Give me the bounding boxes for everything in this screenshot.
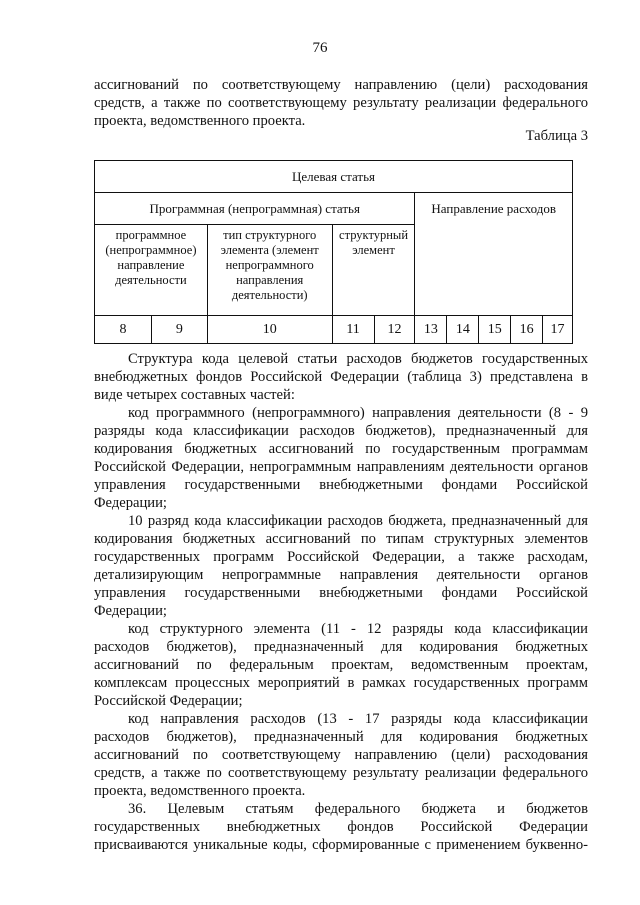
text-line: Федерации; (94, 603, 167, 619)
digit-row (95, 316, 573, 344)
col-program-direction: программное (непрограммное) направление деятельности (95, 225, 208, 316)
text-line: государственных программ Российской Федерации, а также расходам, (94, 549, 588, 565)
text-line: детализирующим непрограммные направления деятельности органов (94, 567, 588, 583)
text-line: расходов бюджетов), предназначенный для кодирования бюджетных (94, 729, 588, 745)
text-line: ассигнований по соответствующему направлению (цели) расходования (94, 747, 588, 763)
page-number: 76 (312, 40, 328, 56)
body-paragraph (94, 710, 588, 800)
digit-cell: 12 (374, 316, 415, 344)
text-line: 10 разряд кода классификации расходов бюджета, предназначенный для (128, 513, 588, 529)
text-line: ассигнований по соответствующему направлению (цели) расходования (94, 77, 588, 93)
intro-paragraph (94, 76, 588, 130)
text-line: государственных внебюджетных фондов Российской Федерации (94, 819, 588, 835)
header-target-article: Целевая статья (95, 161, 573, 193)
text-line: код направления расходов (13 - 17 разряды кода классификации (128, 711, 588, 727)
text-line: управления государственными внебюджетными фондами Российской (94, 477, 588, 493)
digit-cell: 16 (511, 316, 543, 344)
col-structural-element: структурный элемент (332, 225, 415, 316)
text-line: управления государственными внебюджетными фондами Российской (94, 585, 588, 601)
text-line: Федерации; (94, 495, 167, 511)
digit-cell: 17 (543, 316, 573, 344)
text-line: код структурного элемента (11 - 12 разряды кода классификации (128, 621, 588, 637)
digit-cell: 11 (332, 316, 374, 344)
digit-cell: 14 (447, 316, 479, 344)
digit-cell: 15 (479, 316, 511, 344)
text-line: виде четырех составных частей: (94, 387, 295, 403)
text-line: проекта, ведомственного проекта. (94, 113, 306, 129)
text-line: кодирования бюджетных ассигнований по типам структурных элементов (94, 531, 588, 547)
digit-cell: 8 (95, 316, 152, 344)
table-caption: Таблица 3 (525, 128, 588, 144)
text-line: кодирования бюджетных ассигнований по государственным программам (94, 441, 588, 457)
text-line: Российской Федерации, непрограммным направлениям деятельности органов (94, 459, 588, 475)
text-line: расходов бюджетов), предназначенный для кодирования бюджетных (94, 639, 588, 655)
text-line: проекта, ведомственного проекта. (94, 783, 306, 799)
header-program-article: Программная (непрограммная) статья (95, 193, 415, 225)
body-paragraph (94, 512, 588, 620)
digit-cell: 13 (415, 316, 447, 344)
col-structural-type: тип структурного элемента (элемент непрограммного направления деятельности) (207, 225, 332, 316)
body-paragraph (94, 350, 588, 404)
body-paragraph (94, 404, 588, 512)
body-text (94, 350, 588, 854)
text-line: комплексам процессных мероприятий в рамках государственных программ (94, 675, 588, 691)
text-line: внебюджетных фондов Российской Федерации (таблица 3) представлена в (94, 369, 588, 385)
body-paragraph (94, 800, 588, 854)
text-line: присваиваются уникальные коды, сформированные с применением буквенно- (94, 837, 588, 853)
text-line: ассигнований по федеральным проектам, ведомственным проектам, (94, 657, 588, 673)
digit-cell: 9 (151, 316, 207, 344)
text-line: средств, а также по соответствующему результату реализации федерального (94, 765, 588, 781)
text-line: Российской Федерации; (94, 693, 243, 709)
header-expense-direction: Направление расходов (415, 193, 573, 316)
text-line: код программного (непрограммного) направления деятельности (8 - 9 (128, 405, 588, 421)
text-line: 36. Целевым статьям федерального бюджета и бюджетов (128, 801, 588, 817)
digit-cell: 10 (207, 316, 332, 344)
text-line: Структура кода целевой статьи расходов бюджетов государственных (128, 351, 588, 367)
code-structure-table (94, 160, 573, 344)
text-line: разряды кода классификации расходов бюджетов), предназначенный для (94, 423, 588, 439)
text-line: средств, а также по соответствующему результату реализации федерального (94, 95, 588, 111)
body-paragraph (94, 620, 588, 710)
